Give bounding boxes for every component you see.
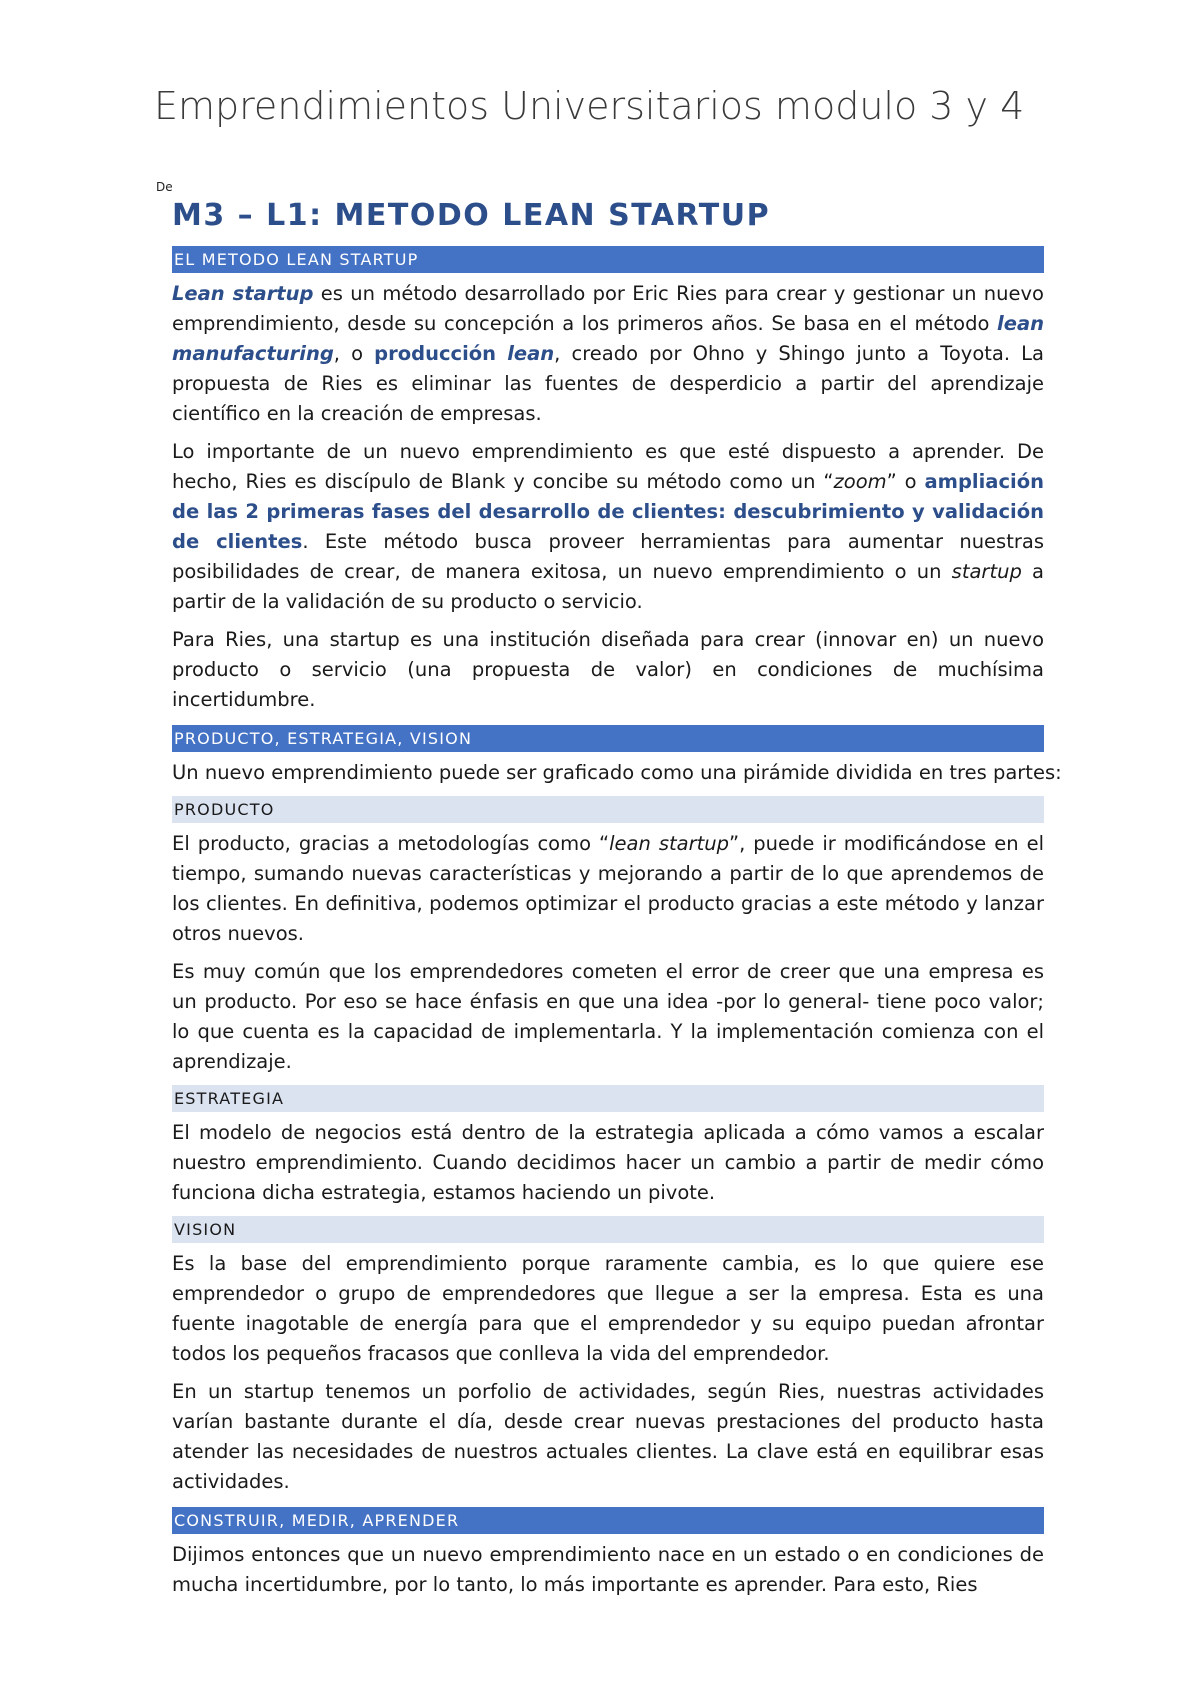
subheading-producto: PRODUCTO (172, 796, 1044, 823)
document-content (172, 196, 1062, 1608)
section-heading-lean-startup: EL METODO LEAN STARTUP (172, 246, 1044, 273)
emphasis-term: lean (507, 342, 555, 365)
subheading-vision: VISION (172, 1216, 1044, 1243)
document-title: Emprendimientos Universitarios modulo 3 y 4 (154, 84, 1025, 128)
module-title: M3 – L1: METODO LEAN STARTUP (172, 198, 771, 233)
paragraph-learning: Lo importante de un nuevo emprendimiento es que esté dispuesto a aprender. De hecho, Ries es discípulo de Blank y concibe su método como un “zoom” o ampliación de las 2 primeras fases del desarrollo de clientes: descubrimiento y validación de clientes. Este método busca proveer herramientas para aumentar nuestras posibilidades de crear, de manera exitosa, un nuevo emprendimiento o un startup a partir de la validación de su producto o servicio. (172, 440, 1044, 613)
document-author-label: De (156, 180, 173, 194)
paragraph-producto-2: Es muy común que los emprendedores cometen el error de creer que una empresa es un producto. Por eso se hace énfasis en que una idea -por lo general- tiene poco valor; lo que cuenta es la capacidad de implementarla. Y la implementación comienza con el aprendizaje. (172, 960, 1044, 1073)
subheading-estrategia: ESTRATEGIA (172, 1085, 1044, 1112)
emphasis-term: Lean startup (172, 282, 314, 305)
section-heading-construir-medir-aprender: CONSTRUIR, MEDIR, APRENDER (172, 1507, 1044, 1534)
paragraph-vision-2: En un startup tenemos un porfolio de actividades, según Ries, nuestras actividades varían bastante durante el día, desde crear nuevas prestaciones del producto hasta atender las necesidades de nuestros actuales clientes. La clave está en equilibrar esas actividades. (172, 1380, 1044, 1493)
paragraph-producto-1: El producto, gracias a metodologías como “lean startup”, puede ir modificándose en el tiempo, sumando nuevas características y mejorando a partir de lo que aprendemos de los clientes. En definitiva, podemos optimizar el producto gracias a este método y lanzar otros nuevos. (172, 832, 1044, 945)
emphasis-term: ampliación de las 2 primeras fases del desarrollo de clientes: descubrimiento y validación de clientes (172, 470, 1044, 553)
paragraph-startup-definition: Para Ries, una startup es una institución diseñada para crear (innovar en) un nuevo producto o servicio (una propuesta de valor) en condiciones de muchísima incertidumbre. (172, 628, 1044, 711)
paragraph-pyramid: Un nuevo emprendimiento puede ser graficado como una pirámide dividida en tres partes: (172, 761, 1062, 784)
emphasis-term: lean manufacturing (172, 312, 1044, 365)
paragraph-lean-startup-intro: Lean startup es un método desarrollado por Eric Ries para crear y gestionar un nuevo emprendimiento, desde su concepción a los primeros años. Se basa en el método lean manufacturing, o producción lean, creado por Ohno y Shingo junto a Toyota. La propuesta de Ries es eliminar las fuentes de desperdicio a partir del aprendizaje científico en la creación de empresas. (172, 282, 1044, 425)
paragraph-estrategia: El modelo de negocios está dentro de la estrategia aplicada a cómo vamos a escalar nuestro emprendimiento. Cuando decidimos hacer un cambio a partir de medir cómo funciona dicha estrategia, estamos haciendo un pivote. (172, 1121, 1044, 1204)
section-heading-producto-estrategia-vision: PRODUCTO, ESTRATEGIA, VISION (172, 725, 1044, 752)
paragraph-construir: Dijimos entonces que un nuevo emprendimiento nace en un estado o en condiciones de mucha incertidumbre, por lo tanto, lo más importante es aprender. Para esto, Ries (172, 1543, 1044, 1596)
paragraph-vision-1: Es la base del emprendimiento porque raramente cambia, es lo que quiere ese emprendedor o grupo de emprendedores que llegue a ser la empresa. Esta es una fuente inagotable de energía para que el emprendedor y su equipo puedan afrontar todos los pequeños fracasos que conlleva la vida del emprendedor. (172, 1252, 1044, 1365)
emphasis-term: producción (374, 342, 497, 365)
